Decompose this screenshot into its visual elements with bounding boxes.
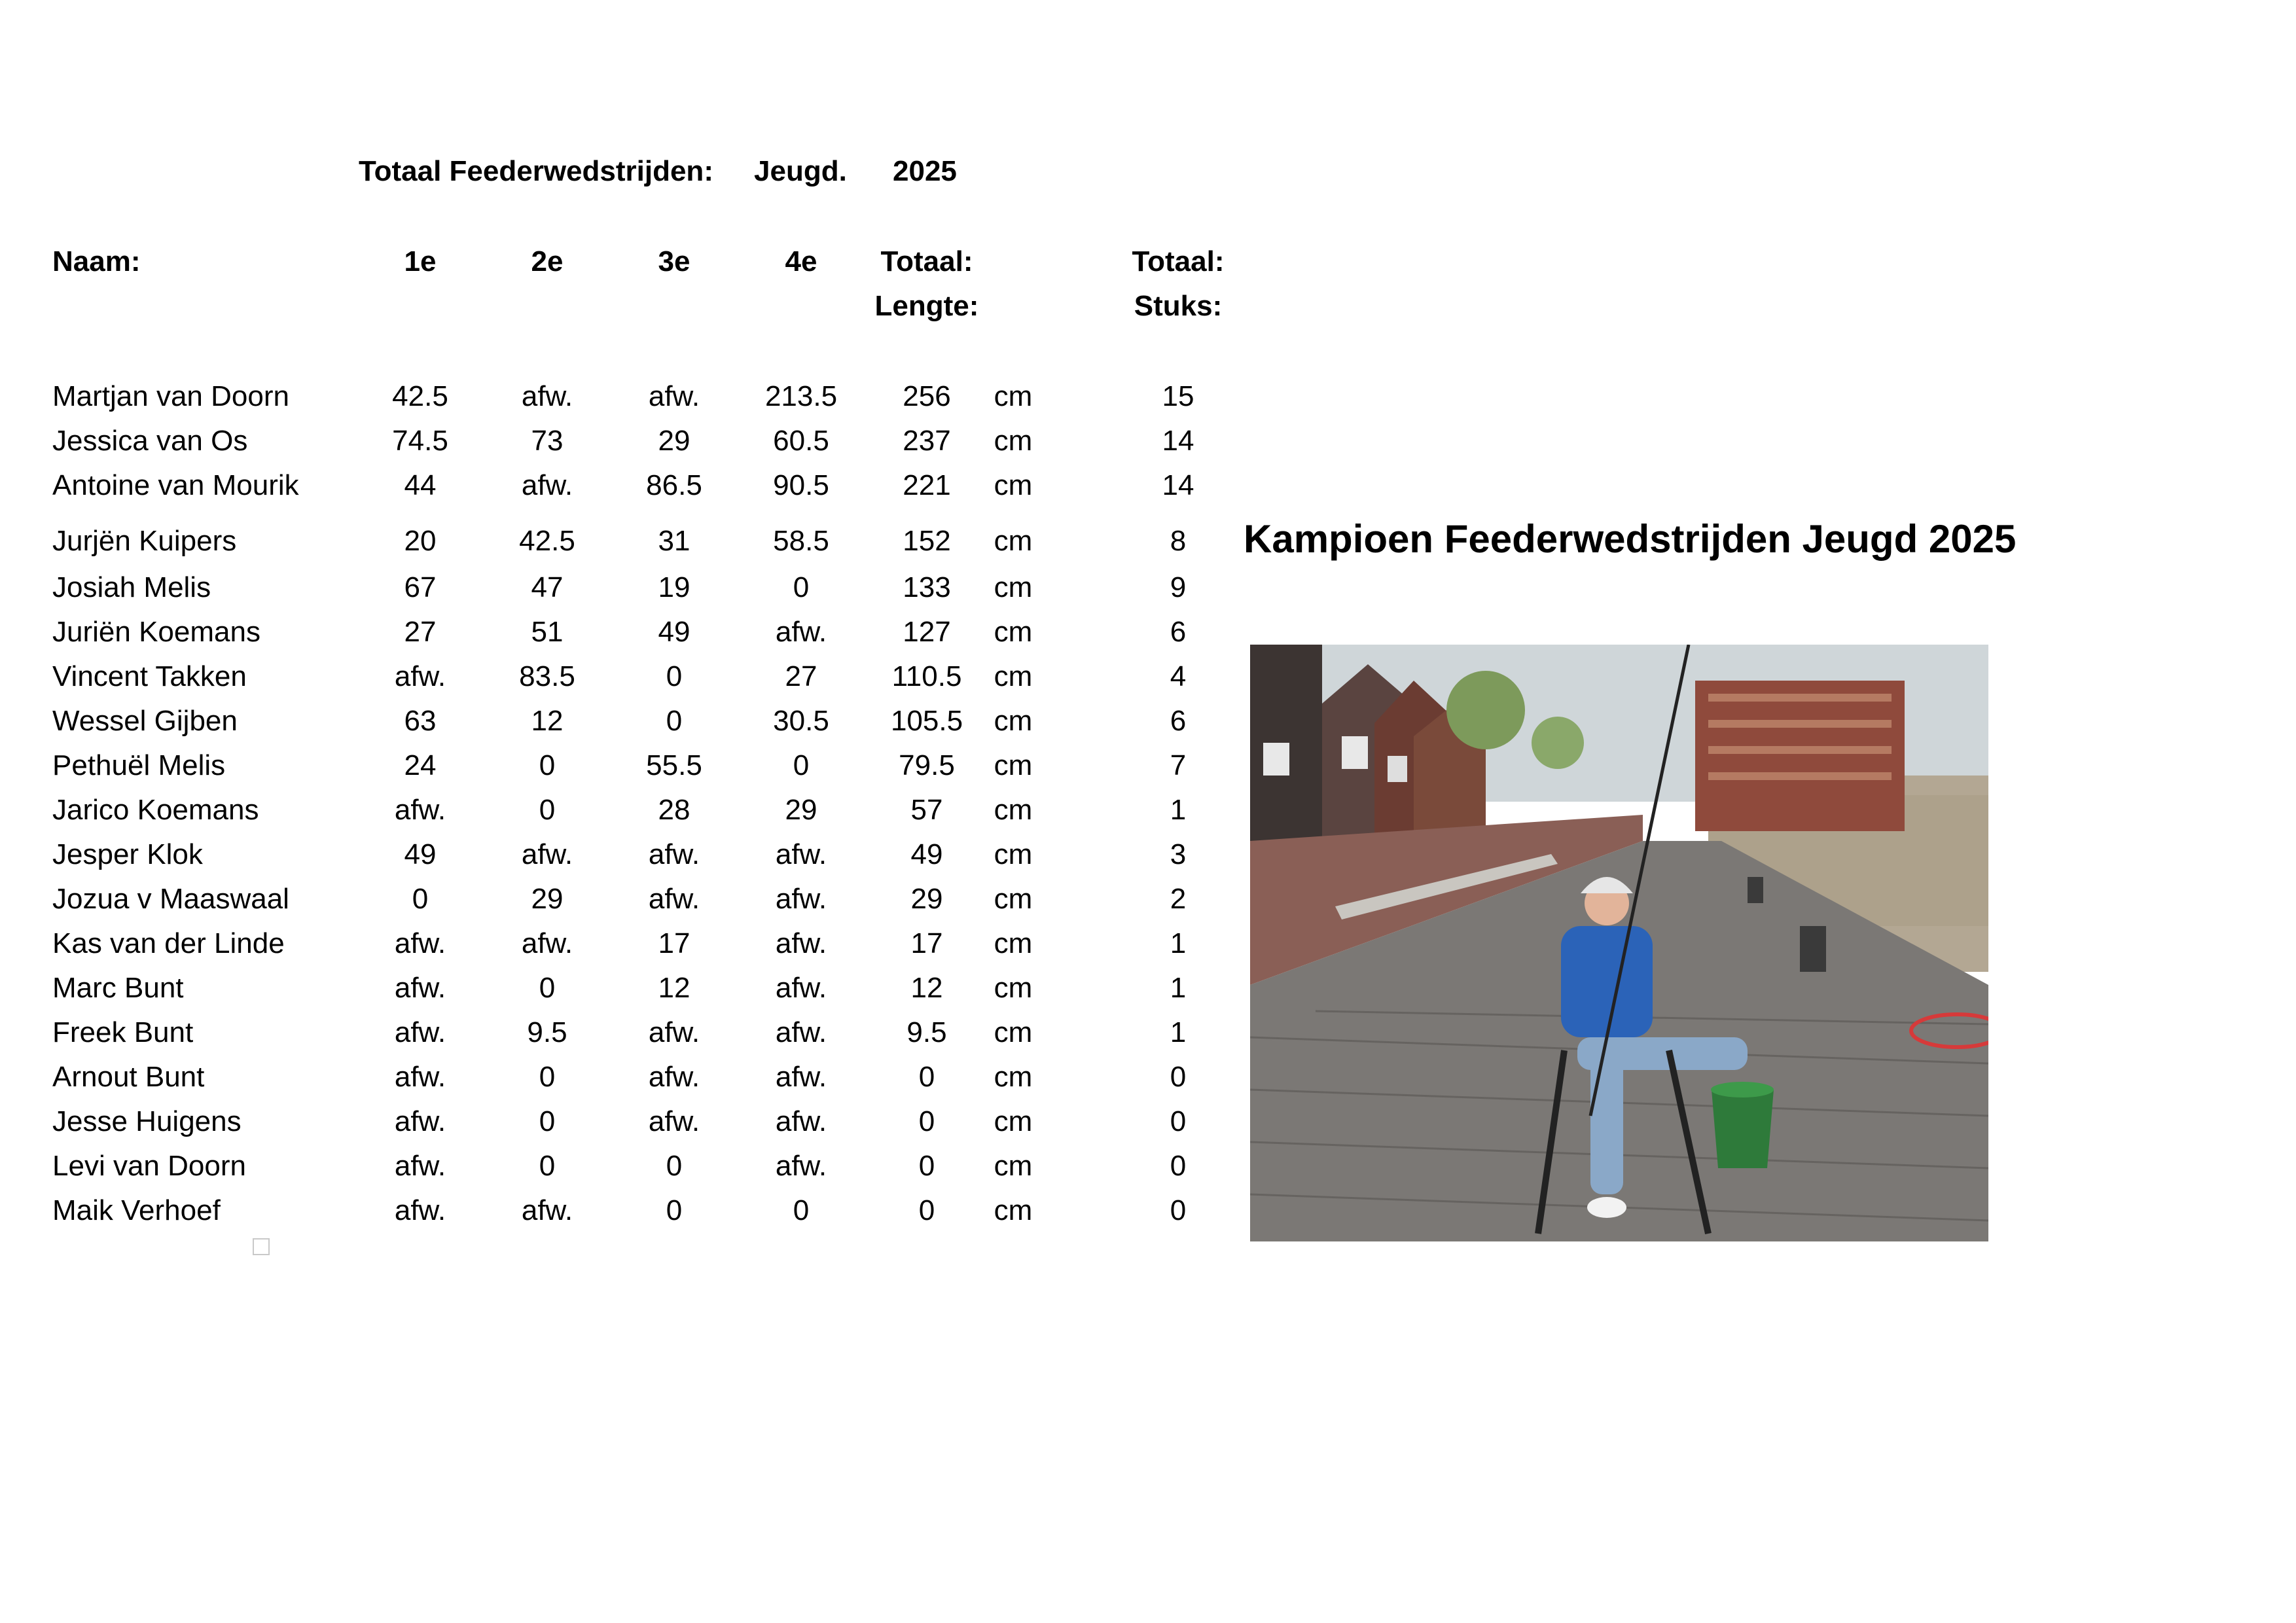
cell-name: Josiah Melis [52,571,211,603]
cell-round-4: 0 [793,1194,810,1226]
cell-name: Levi van Doorn [52,1150,246,1182]
cell-round-4: 90.5 [773,469,829,501]
cell-total-count: 1 [1170,972,1187,1004]
cell-total-length: 9.5 [906,1016,947,1048]
cell-round-3: afw. [648,883,700,915]
cell-unit: cm [994,660,1033,692]
cell-round-2: 42.5 [519,525,575,557]
cell-name: Kas van der Linde [52,927,285,959]
cell-name: Jesper Klok [52,838,203,870]
cell-round-1: afw. [394,1061,446,1093]
cell-total-count: 6 [1170,616,1187,648]
cell-total-count: 0 [1170,1105,1187,1137]
cell-round-1: afw. [394,972,446,1004]
cell-total-length: 133 [903,571,951,603]
cell-name: Jozua v Maaswaal [52,883,289,915]
cell-total-length: 57 [910,794,943,826]
cell-round-4: 30.5 [773,705,829,737]
cell-round-4: 58.5 [773,525,829,557]
cell-round-3: 31 [658,525,691,557]
cell-unit: cm [994,571,1033,603]
cell-round-3: 0 [666,705,683,737]
cell-name: Maik Verhoef [52,1194,221,1226]
header-round-3: 3e [658,245,691,277]
header-round-4: 4e [785,245,817,277]
cell-total-count: 14 [1162,425,1194,457]
cell-total-length: 237 [903,425,951,457]
cell-name: Jesse Huigens [52,1105,242,1137]
cell-total-length: 0 [918,1194,935,1226]
cell-round-1: afw. [394,660,446,692]
cell-round-3: 17 [658,927,691,959]
cell-round-1: 20 [404,525,437,557]
cell-round-1: 63 [404,705,437,737]
cell-round-1: 42.5 [392,380,448,412]
cell-round-2: afw. [521,469,573,501]
cell-round-4: 29 [785,794,817,826]
cell-total-length: 105.5 [890,705,963,737]
cell-total-count: 9 [1170,571,1187,603]
champion-photo [1250,645,1988,1241]
cell-name: Freek Bunt [52,1016,194,1048]
cell-round-3: afw. [648,1061,700,1093]
cell-total-count: 8 [1170,525,1187,557]
cell-round-4: 0 [793,749,810,781]
cell-total-count: 2 [1170,883,1187,915]
cell-round-2: 0 [539,972,556,1004]
cell-total-count: 0 [1170,1194,1187,1226]
cell-unit: cm [994,794,1033,826]
cell-total-count: 3 [1170,838,1187,870]
cell-round-4: 27 [785,660,817,692]
cell-round-3: 55.5 [646,749,702,781]
cell-total-length: 127 [903,616,951,648]
cell-total-count: 4 [1170,660,1187,692]
cell-round-4: 60.5 [773,425,829,457]
cell-total-count: 1 [1170,1016,1187,1048]
champion-heading: Kampioen Feederwedstrijden Jeugd 2025 [1244,517,2017,561]
cell-marker-icon [253,1238,270,1255]
cell-round-2: afw. [521,838,573,870]
cell-total-length: 152 [903,525,951,557]
cell-round-4: afw. [775,972,827,1004]
cell-round-3: afw. [648,838,700,870]
cell-unit: cm [994,1061,1033,1093]
cell-total-length: 17 [910,927,943,959]
cell-round-2: 0 [539,794,556,826]
cell-total-count: 0 [1170,1150,1187,1182]
cell-total-count: 7 [1170,749,1187,781]
title-category: Jeugd. [754,155,847,187]
cell-round-3: 29 [658,425,691,457]
cell-total-length: 0 [918,1150,935,1182]
cell-round-3: 12 [658,972,691,1004]
cell-unit: cm [994,425,1033,457]
cell-round-3: 0 [666,1194,683,1226]
cell-total-length: 221 [903,469,951,501]
cell-round-1: 74.5 [392,425,448,457]
cell-name: Jurjën Kuipers [52,525,237,557]
cell-round-1: afw. [394,1150,446,1182]
cell-total-length: 0 [918,1105,935,1137]
cell-round-2: 0 [539,749,556,781]
cell-round-1: 67 [404,571,437,603]
cell-round-1: afw. [394,1194,446,1226]
cell-round-1: afw. [394,1105,446,1137]
cell-unit: cm [994,616,1033,648]
header-name: Naam: [52,245,141,277]
cell-round-1: 44 [404,469,437,501]
cell-round-1: afw. [394,794,446,826]
cell-unit: cm [994,469,1033,501]
cell-round-2: 47 [531,571,564,603]
cell-name: Arnout Bunt [52,1061,205,1093]
cell-round-3: 0 [666,1150,683,1182]
header-total-length-line1: Totaal: [880,245,973,277]
cell-round-1: afw. [394,927,446,959]
cell-total-length: 256 [903,380,951,412]
cell-round-1: 0 [412,883,429,915]
cell-name: Jessica van Os [52,425,248,457]
cell-name: Martjan van Doorn [52,380,289,412]
cell-round-4: afw. [775,838,827,870]
cell-total-length: 110.5 [891,660,962,692]
cell-name: Marc Bunt [52,972,184,1004]
cell-round-2: 9.5 [527,1016,567,1048]
cell-total-count: 0 [1170,1061,1187,1093]
cell-round-2: 0 [539,1061,556,1093]
cell-round-3: afw. [648,1105,700,1137]
title-year: 2025 [893,155,957,187]
cell-round-2: afw. [521,1194,573,1226]
cell-round-2: 12 [531,705,564,737]
cell-total-length: 79.5 [899,749,955,781]
cell-total-length: 12 [910,972,943,1004]
cell-unit: cm [994,380,1033,412]
cell-round-2: 83.5 [519,660,575,692]
cell-round-2: 0 [539,1105,556,1137]
cell-total-count: 14 [1162,469,1194,501]
title-label: Totaal Feederwedstrijden: [359,155,713,187]
cell-name: Juriën Koemans [52,616,260,648]
cell-round-3: afw. [648,380,700,412]
cell-round-2: 29 [531,883,564,915]
cell-unit: cm [994,525,1033,557]
cell-round-1: 24 [404,749,437,781]
cell-total-count: 1 [1170,927,1187,959]
cell-round-4: afw. [775,1105,827,1137]
cell-round-2: afw. [521,380,573,412]
cell-round-4: afw. [775,927,827,959]
cell-unit: cm [994,927,1033,959]
cell-round-4: 213.5 [764,380,838,412]
header-total-length-line2: Lengte: [874,290,979,322]
cell-unit: cm [994,972,1033,1004]
cell-name: Jarico Koemans [52,794,259,826]
cell-round-4: afw. [775,1061,827,1093]
cell-name: Antoine van Mourik [52,469,299,501]
cell-round-4: afw. [775,883,827,915]
cell-name: Vincent Takken [52,660,247,692]
cell-total-count: 6 [1170,705,1187,737]
cell-unit: cm [994,749,1033,781]
cell-name: Pethuël Melis [52,749,226,781]
cell-round-2: 51 [531,616,564,648]
cell-total-count: 1 [1170,794,1187,826]
cell-total-count: 15 [1162,380,1194,412]
header-total-count-line1: Totaal: [1132,245,1225,277]
cell-total-length: 0 [918,1061,935,1093]
cell-round-1: afw. [394,1016,446,1048]
cell-round-4: afw. [775,1150,827,1182]
cell-round-2: 0 [539,1150,556,1182]
cell-total-length: 29 [910,883,943,915]
cell-round-4: afw. [775,1016,827,1048]
cell-total-length: 49 [910,838,943,870]
cell-round-2: afw. [521,927,573,959]
cell-unit: cm [994,883,1033,915]
cell-round-1: 27 [404,616,437,648]
header-total-count-line2: Stuks: [1134,290,1223,322]
cell-round-4: afw. [775,616,827,648]
cell-unit: cm [994,1150,1033,1182]
cell-round-2: 73 [531,425,564,457]
cell-round-4: 0 [793,571,810,603]
cell-unit: cm [994,838,1033,870]
header-round-1: 1e [404,245,437,277]
cell-unit: cm [994,1016,1033,1048]
cell-name: Wessel Gijben [52,705,238,737]
cell-round-1: 49 [404,838,437,870]
cell-round-3: afw. [648,1016,700,1048]
cell-round-3: 19 [658,571,691,603]
header-round-2: 2e [531,245,564,277]
cell-unit: cm [994,1105,1033,1137]
cell-round-3: 0 [666,660,683,692]
cell-round-3: 28 [658,794,691,826]
cell-unit: cm [994,705,1033,737]
cell-round-3: 86.5 [646,469,702,501]
cell-round-3: 49 [658,616,691,648]
cell-unit: cm [994,1194,1033,1226]
